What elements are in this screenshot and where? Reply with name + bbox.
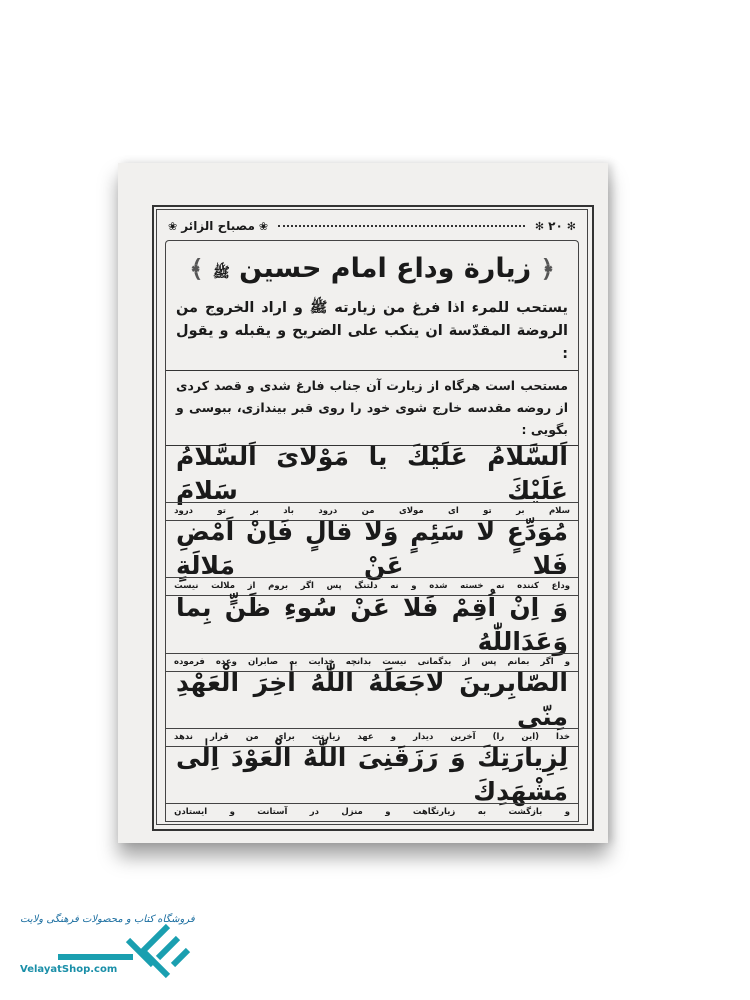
translation-word: پس xyxy=(326,581,342,592)
translation-word: برای xyxy=(275,731,295,742)
title-text: زيارة وداع امام حسين xyxy=(239,253,532,284)
translation-word: شده xyxy=(429,581,448,592)
arabic-line-1 xyxy=(166,442,578,506)
translation-word: آستانت xyxy=(257,807,288,818)
translation-word: منزل xyxy=(341,807,363,818)
translation-word: و xyxy=(411,581,417,592)
translation-word: صابران xyxy=(247,656,279,667)
translation-word: و xyxy=(564,656,570,667)
translation-word: خسته xyxy=(460,581,484,592)
translation-word: قرار xyxy=(210,731,229,742)
dotted-leader xyxy=(278,225,525,227)
arabic-line-2 xyxy=(166,517,578,581)
translation-word: دلتنگ xyxy=(354,581,378,592)
translation-word: ايستادن xyxy=(174,807,208,818)
translation-word: نيست xyxy=(174,581,199,592)
ornate-bracket-icon: ﴾ xyxy=(189,255,204,283)
translation-word: تو xyxy=(483,506,492,517)
translation-word: تو xyxy=(217,506,226,517)
translation-word: اگر xyxy=(300,581,314,592)
logo-url: VelayatShop.com xyxy=(20,964,118,975)
flourish-ornament-icon: ❀ xyxy=(258,219,269,233)
page-title xyxy=(166,241,578,293)
translation-word: باد xyxy=(283,506,294,517)
translation-word: اگر xyxy=(540,656,554,667)
translation-word: درود xyxy=(318,506,338,517)
translation-word: ندهد xyxy=(174,731,193,742)
translation-word: بمانم xyxy=(507,656,530,667)
translation-word: نيست xyxy=(382,656,407,667)
translation-word: زيارتت xyxy=(311,731,341,742)
arabic-line-text: الصّابِرينَ لاجَعَلَهُ اللّٰهُ اٰخِرَ الْعَهْدِ مِنّی xyxy=(176,667,568,731)
translation-word: در xyxy=(309,807,320,818)
translation-word: را) xyxy=(492,731,505,742)
page-number: ۲۰ xyxy=(548,219,563,233)
translation-word: به xyxy=(477,807,487,818)
translation-word: من xyxy=(245,731,259,742)
translation-word: پس xyxy=(481,656,497,667)
translation-word: عهد xyxy=(357,731,374,742)
translation-word: نه xyxy=(496,581,505,592)
ornate-bracket-icon: ﴿ xyxy=(540,255,555,283)
translation-word: خدايت xyxy=(308,656,335,667)
page-header xyxy=(164,216,580,236)
translation-word: فرموده xyxy=(174,656,205,667)
translation-word: درود xyxy=(174,506,193,517)
translation-word: زيارتگاهت xyxy=(412,807,456,818)
flourish-ornament-icon: ❀ xyxy=(168,219,178,233)
arabic-line-3 xyxy=(166,592,578,656)
translation-word: (اين xyxy=(521,731,539,742)
translation-word: بازگشت xyxy=(508,807,543,818)
content-box xyxy=(165,240,579,822)
translation-word: ای xyxy=(448,506,459,517)
translation-word: مولای xyxy=(398,506,424,517)
translation-word: آخرين xyxy=(450,731,476,742)
translation-word: و xyxy=(390,731,397,742)
translation-word: كننده xyxy=(517,581,539,592)
translation-word: بروم xyxy=(268,581,289,592)
star-ornament-icon: ✻ xyxy=(566,219,576,233)
translation-word: وداع xyxy=(551,581,570,592)
translation-word: و xyxy=(564,807,570,818)
persian-intro: مستحب است هرگاه از زيارت آن جناب فارغ شدی و قصد كردی از روضه مقدسه خارج شوی خود را روی قبر بيندازی، ببوسی و بگويی : xyxy=(176,378,568,437)
arabic-line-text: اَلسَّلامُ عَلَيْكَ يا مَوْلایَ اَلسَّلامُ عَلَيْكَ سَلامَ xyxy=(176,442,568,506)
arabic-intro: يستحب للمرء اذا فرغ من زيارته ﷺ و اراد الخروج من الروضة المقدّسة ان ينكب على الضريح و يقبله و يقول : xyxy=(176,300,568,362)
arabic-line-text: مُوَدِّعٍ لا سَئِمٍ وَلا قالٍ فَاِنْ اَمْضِ فَلا عَنْ مَلالَةٍ xyxy=(176,517,568,581)
translation-word: بر xyxy=(250,506,259,517)
translation-word: به xyxy=(289,656,298,667)
translation-word: از xyxy=(247,581,256,592)
translation-word: وعده xyxy=(215,656,237,667)
translation-word: ديدار xyxy=(413,731,434,742)
logo-text: فروشگاه كتاب و محصولات فرهنگی ولايت xyxy=(20,914,195,925)
translation-word: بدگمانی xyxy=(417,656,452,667)
translation-word: ملالت xyxy=(211,581,236,592)
arabic-line-4 xyxy=(166,667,578,731)
translation-word: سلام xyxy=(548,506,570,517)
translation-word: من xyxy=(361,506,375,517)
translation-word: و xyxy=(229,807,235,818)
translation-word: و xyxy=(385,807,391,818)
translation-line-5 xyxy=(166,803,578,822)
arabic-line-text: لِزِيارَتِكَ وَ رَزَقَنِیَ اللّٰهُ الْعَوْدَ اِلٰی مَشْهَدِكَ xyxy=(176,742,568,806)
translation-word: بدانچه xyxy=(345,656,372,667)
translation-word: خدا xyxy=(556,731,570,742)
translation-word: نه xyxy=(390,581,399,592)
translation-word: از xyxy=(462,656,471,667)
star-ornament-icon: ✻ xyxy=(534,219,545,233)
honorific-icon: ﷺ xyxy=(212,265,230,281)
book-title: مصباح الزائر xyxy=(181,219,255,233)
arabic-line-text: وَ اِنْ اُقِمْ فَلا عَنْ سُوءِ ظَنٍّ بِما وَعَدَاللّٰهُ xyxy=(176,592,568,656)
translation-word: بر xyxy=(516,506,525,517)
arabic-line-5 xyxy=(166,742,578,806)
